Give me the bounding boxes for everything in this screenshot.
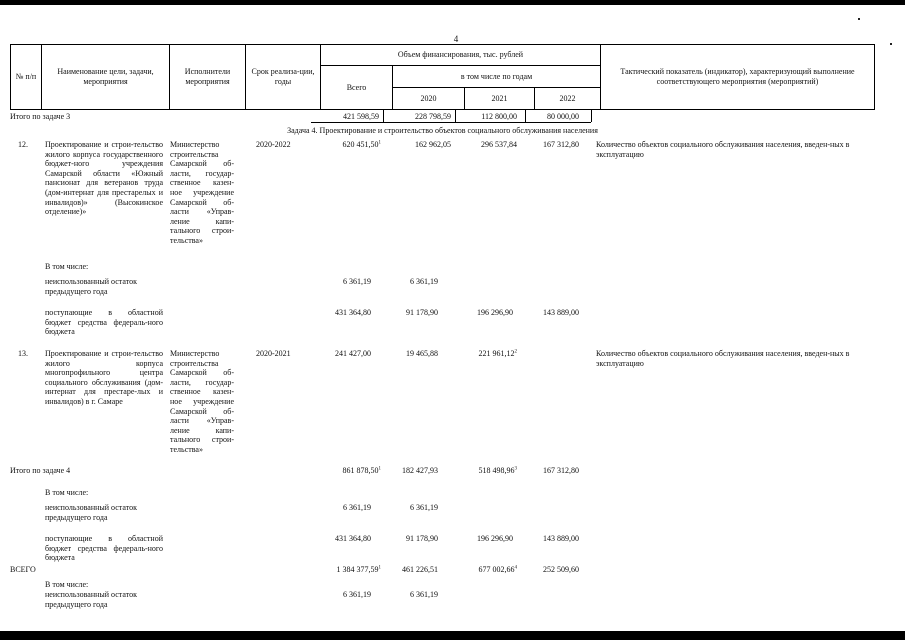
cell-divider [455, 110, 456, 122]
header-year-2021: 2021 [465, 88, 535, 110]
scan-speck [890, 43, 892, 45]
item-period: 2020-2021 [256, 349, 291, 358]
cell-2020: 182 427,93 [402, 466, 438, 475]
unused-balance-label: неиспользованный остаток предыдущего года [45, 277, 137, 296]
unused-balance-label: неиспользованный остаток предыдущего года [45, 590, 137, 609]
header-executors: Исполнители мероприятия [170, 44, 246, 110]
item-number: 12. [18, 140, 28, 149]
cell-2022: 143 889,00 [543, 534, 579, 543]
cell-2021: 296 537,84 [481, 140, 517, 149]
including-label: В том числе: [45, 580, 89, 589]
cell-2022: 252 509,60 [543, 565, 579, 574]
cell-total: 6 361,19 [343, 277, 371, 286]
header-year-2020: 2020 [393, 88, 465, 110]
scan-top-border [0, 0, 905, 5]
cell-total: 431 364,80 [335, 534, 371, 543]
cell-divider [525, 110, 526, 122]
row-label: ВСЕГО [10, 565, 36, 574]
cell-2020: 91 178,90 [406, 308, 438, 317]
cell-total: 861 878,50$^1$ [342, 466, 381, 475]
header-name: Наименование цели, задачи, мероприятия [42, 44, 170, 110]
cell-2022: 167 312,80 [543, 466, 579, 475]
header-total: Всего [321, 66, 393, 110]
cell-total: 620 451,50$^1$ [342, 140, 381, 149]
cell-2022: 80 000,00 [547, 112, 579, 121]
cell-2020: 228 798,59 [415, 112, 451, 121]
table-header [10, 44, 875, 110]
cell-2020: 6 361,19 [410, 503, 438, 512]
item-executor: Министерство строительства Самарской об-ласти, государ-ственное казен-ное учреждение Самарской об-ласти «Управ-ление капи-тального строи-тельства» [170, 349, 234, 454]
cell-total: 1 384 377,59$^1$ [336, 565, 381, 574]
cell-2021: 196 296,90 [477, 534, 513, 543]
item-name: Проектирование и строи-тельство жилого корпуса государственного бюджет-ного учреждения Самарской области «Южный пансионат для ветеранов труда (дом-интернат для престарелых и инвалидов)» (Высокинское отделение)» [45, 140, 163, 217]
header-year-2022: 2022 [535, 88, 601, 110]
row-label: Итого по задаче 4 [10, 466, 71, 475]
cell-2020: 162 962,05 [415, 140, 451, 149]
item-period: 2020-2022 [256, 140, 291, 149]
item-indicator: Количество объектов социального обслуживания населения, введен-ных в эксплуатацию [596, 349, 850, 368]
cell-2022: 167 312,80 [543, 140, 579, 149]
header-period: Срок реализа-ции, годы [246, 44, 321, 110]
scan-speck [858, 18, 860, 20]
header-by-years: в том числе по годам [393, 66, 601, 88]
cell-2020: 6 361,19 [410, 277, 438, 286]
cell-total: 6 361,19 [343, 503, 371, 512]
federal-funds-label: поступающие в областной бюджет средства федераль-ного бюджета [45, 534, 163, 563]
cell-total: 431 364,80 [335, 308, 371, 317]
item-number: 13. [18, 349, 28, 358]
header-funding: Объем финансирования, тыс. рублей [321, 44, 601, 66]
federal-funds-label: поступающие в областной бюджет средства федераль-ного бюджета [45, 308, 163, 337]
cell-2020: 91 178,90 [406, 534, 438, 543]
cell-divider [383, 110, 384, 122]
cell-2020: 6 361,19 [410, 590, 438, 599]
including-label: В том числе: [45, 262, 89, 271]
row-label: Итого по задаче 3 [10, 112, 71, 121]
cell-2021: 518 498,96$^3$ [478, 466, 517, 475]
task-title: Задача 4. Проектирование и строительство объектов социального обслуживания населения [287, 126, 598, 135]
cell-2020: 461 226,51 [402, 565, 438, 574]
including-label: В том числе: [45, 488, 89, 497]
item-name: Проектирование и строи-тельство жилого корпуса многопрофильного центра социального обслуживания (дом-интернат для престаре-лых и инвалидов) в г. Самаре [45, 349, 163, 406]
scan-bottom-border [0, 631, 905, 640]
cell-2021: 677 002,66$^4$ [478, 565, 517, 574]
cell-2021: 112 800,00 [481, 112, 517, 121]
page-number: 4 [453, 34, 459, 44]
cell-2022: 143 889,00 [543, 308, 579, 317]
unused-balance-label: неиспользованный остаток предыдущего года [45, 503, 137, 522]
row-rule [311, 122, 591, 123]
cell-divider [591, 110, 592, 122]
cell-total: 6 361,19 [343, 590, 371, 599]
cell-total: 241 427,00 [335, 349, 371, 358]
cell-2021: 221 961,12$^2$ [478, 349, 517, 358]
header-num: № п/п [10, 44, 42, 110]
cell-total: 421 598,59 [343, 112, 379, 121]
item-executor: Министерство строительства Самарской об-ласти, государ-ственное казен-ное учреждение Самарской об-ласти «Управ-ление капи-тального строи-тельства» [170, 140, 234, 245]
cell-2021: 196 296,90 [477, 308, 513, 317]
cell-2020: 19 465,88 [406, 349, 438, 358]
item-indicator: Количество объектов социального обслуживания населения, введен-ных в эксплуатацию [596, 140, 850, 159]
header-indicator: Тактический показатель (индикатор), характеризующий выполнение соответствующего мероприятия (мероприятий) [601, 44, 875, 110]
